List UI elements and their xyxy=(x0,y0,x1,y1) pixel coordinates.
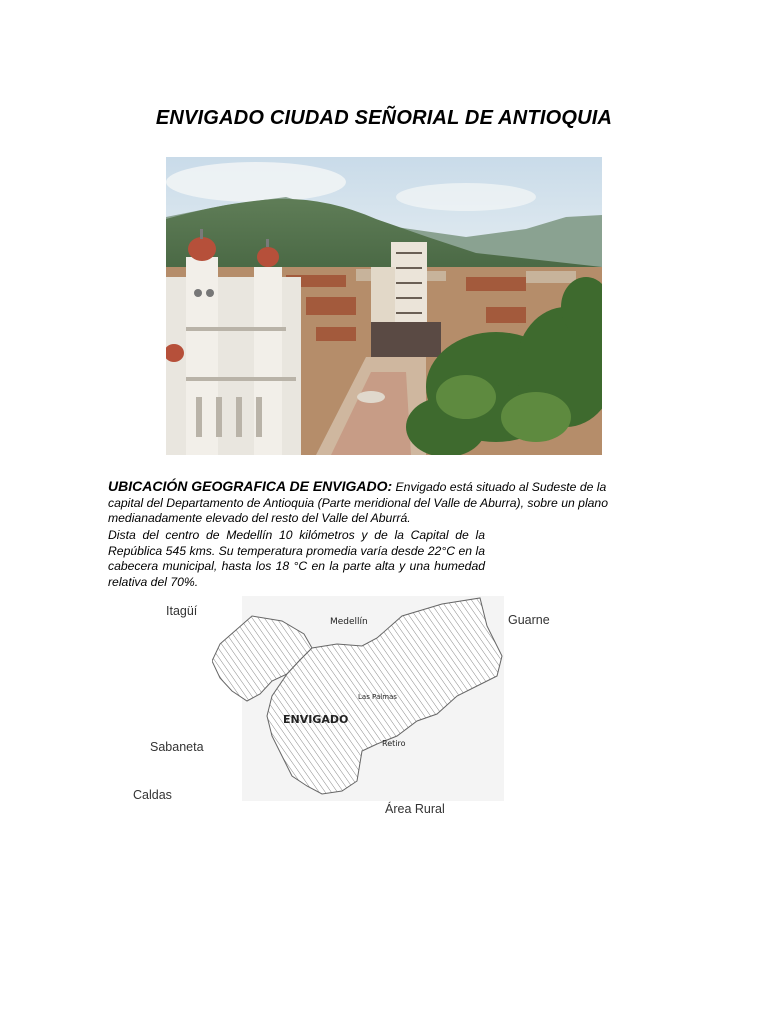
map-label-las-palmas: Las Palmas xyxy=(358,693,397,701)
label-area-rural: Área Rural xyxy=(385,802,445,816)
map-label-envigado: ENVIGADO xyxy=(283,713,349,726)
paragraph-2: Dista del centro de Medellín 10 kilómetros y de la Capital de la República 545 kms. Su temperatura promedia varía desde 22°C en la cabecera municipal, hasta los 18 °C en la parte alta y una humedad relativa del 70%. xyxy=(108,528,485,589)
map-label-medellin: Medellín xyxy=(330,617,368,627)
map-label-retiro: Retiro xyxy=(382,739,406,748)
city-photo xyxy=(166,157,602,455)
label-caldas: Caldas xyxy=(133,788,172,802)
section-heading: UBICACIÓN GEOGRAFICA DE ENVIGADO: xyxy=(108,478,393,494)
paragraph-1: Envigado está situado al Sudeste de la capital del Departamento de Antioquia (Parte meridional del Valle de Aburra), sobre un plano medianadamente elevado del resto del Valle del Aburrá. xyxy=(108,480,608,525)
location-section xyxy=(108,479,638,527)
label-sabaneta: Sabaneta xyxy=(150,740,204,754)
envigado-map xyxy=(212,596,504,801)
page-title: ENVIGADO CIUDAD SEÑORIAL DE ANTIOQUIA xyxy=(155,107,613,129)
label-guarne: Guarne xyxy=(508,613,550,627)
label-itagui: Itagüí xyxy=(166,604,198,618)
